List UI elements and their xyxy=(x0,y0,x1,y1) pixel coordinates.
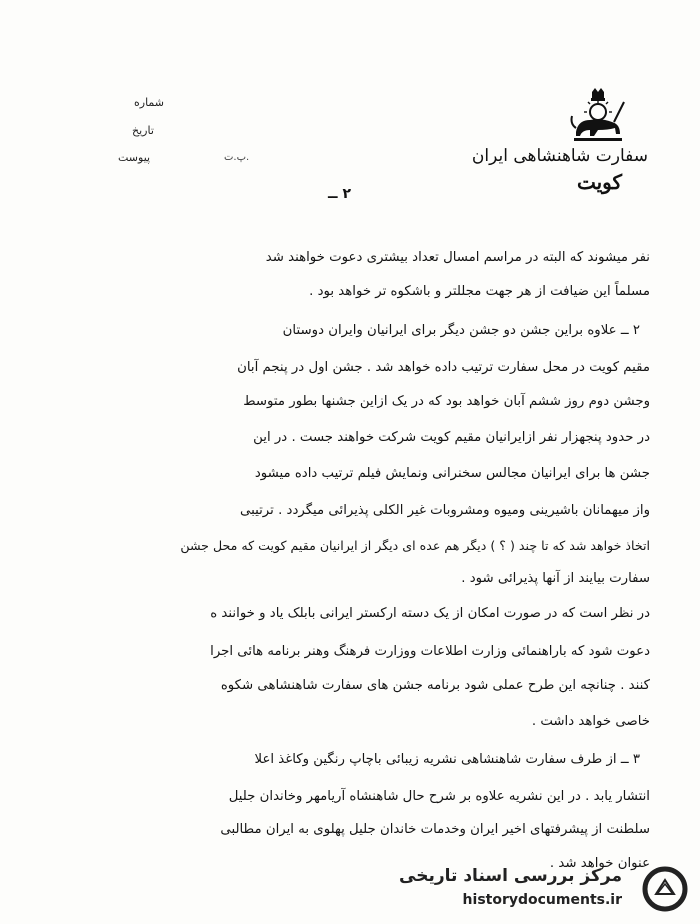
body-line: خاصی خواهد داشت . xyxy=(531,714,650,729)
page-number: ۲ ــ xyxy=(328,186,351,202)
attachment-mark: پ.ت. xyxy=(224,152,250,163)
body-line: مسلماً این ضیافت از هر جهت مجللتر و باشکوه تر خواهد بود . xyxy=(309,284,650,299)
body-line: مقیم کویت در محل سفارت ترتیب داده خواهد شد . جشن اول در پنجم آبان xyxy=(237,360,650,375)
body-line: کنند . چنانچه این طرح عملی شود برنامه جشن های سفارت شاهنشاهی شکوه xyxy=(220,678,650,693)
number-label: شماره xyxy=(134,96,165,109)
date-label: تاریخ xyxy=(132,124,154,137)
book-ring-logo-icon xyxy=(642,866,688,912)
body-line: وجشن دوم روز ششم آبان خواهد بود که در یک ازاین جشنها بطور متوسط xyxy=(243,394,650,409)
body-line: در نظر است که در صورت امکان از یک دسته ارکستر ایرانی بابلک یاد و خوانند ه xyxy=(210,606,650,621)
body-line: سلطنت از پیشرفتهای اخیر ایران وخدمات خاندان جلیل پهلوی به ایران مطالبی xyxy=(220,822,650,837)
body-line: ۳ ــ از طرف سفارت شاهنشاهی نشریه زیبائی باچاپ رنگین وکاغذ اعلا xyxy=(254,752,640,767)
body-line: نفر میشوند که البته در مراسم امسال تعداد بیشتری دعوت خواهند شد xyxy=(265,250,650,265)
body-line: اتخاذ خواهد شد که تا چند ( ؟ ) دیگر هم عده ای دیگر از ایرانیان مقیم کویت که محل جشن xyxy=(180,538,650,553)
body-line: جشن ها برای ایرانیان مجالس سخنرانی ونمایش فیلم ترتیب داده میشود xyxy=(254,466,650,481)
lion-and-sun-crown-emblem-icon xyxy=(568,88,628,144)
body-line: واز میهمانان باشیرینی ومیوه ومشروبات غیر الکلی پذیرائی میگردد . ترتیبی xyxy=(240,503,650,518)
watermark-url: historydocuments.ir xyxy=(462,892,622,908)
embassy-name: سفارت شاهنشاهی ایران xyxy=(471,146,648,166)
embassy-city: کویت xyxy=(576,170,622,194)
body-line: سفارت بیایند از آنها پذیرائی شود . xyxy=(461,571,650,586)
attachment-label: پیوست xyxy=(118,151,151,164)
body-line: ۲ ــ علاوه براین جشن دو جشن دیگر برای ایرانیان وایران دوستان xyxy=(282,323,640,338)
body-line: انتشار یابد . در این نشریه علاوه بر شرح حال شاهنشاه آریامهر وخاندان جلیل xyxy=(228,789,650,804)
body-line: در حدود پنجهزار نفر ازایرانیان مقیم کویت شرکت خواهند جست . در این xyxy=(253,430,650,445)
body-line: عنوان خواهد شد . xyxy=(549,856,650,871)
body-line: دعوت شود که باراهنمائی وزارت اطلاعات ووزارت فرهنگ وهنر برنامه هائی اجرا xyxy=(210,644,650,659)
watermark-title: مرکز بررسی اسناد تاریخی xyxy=(399,866,622,886)
